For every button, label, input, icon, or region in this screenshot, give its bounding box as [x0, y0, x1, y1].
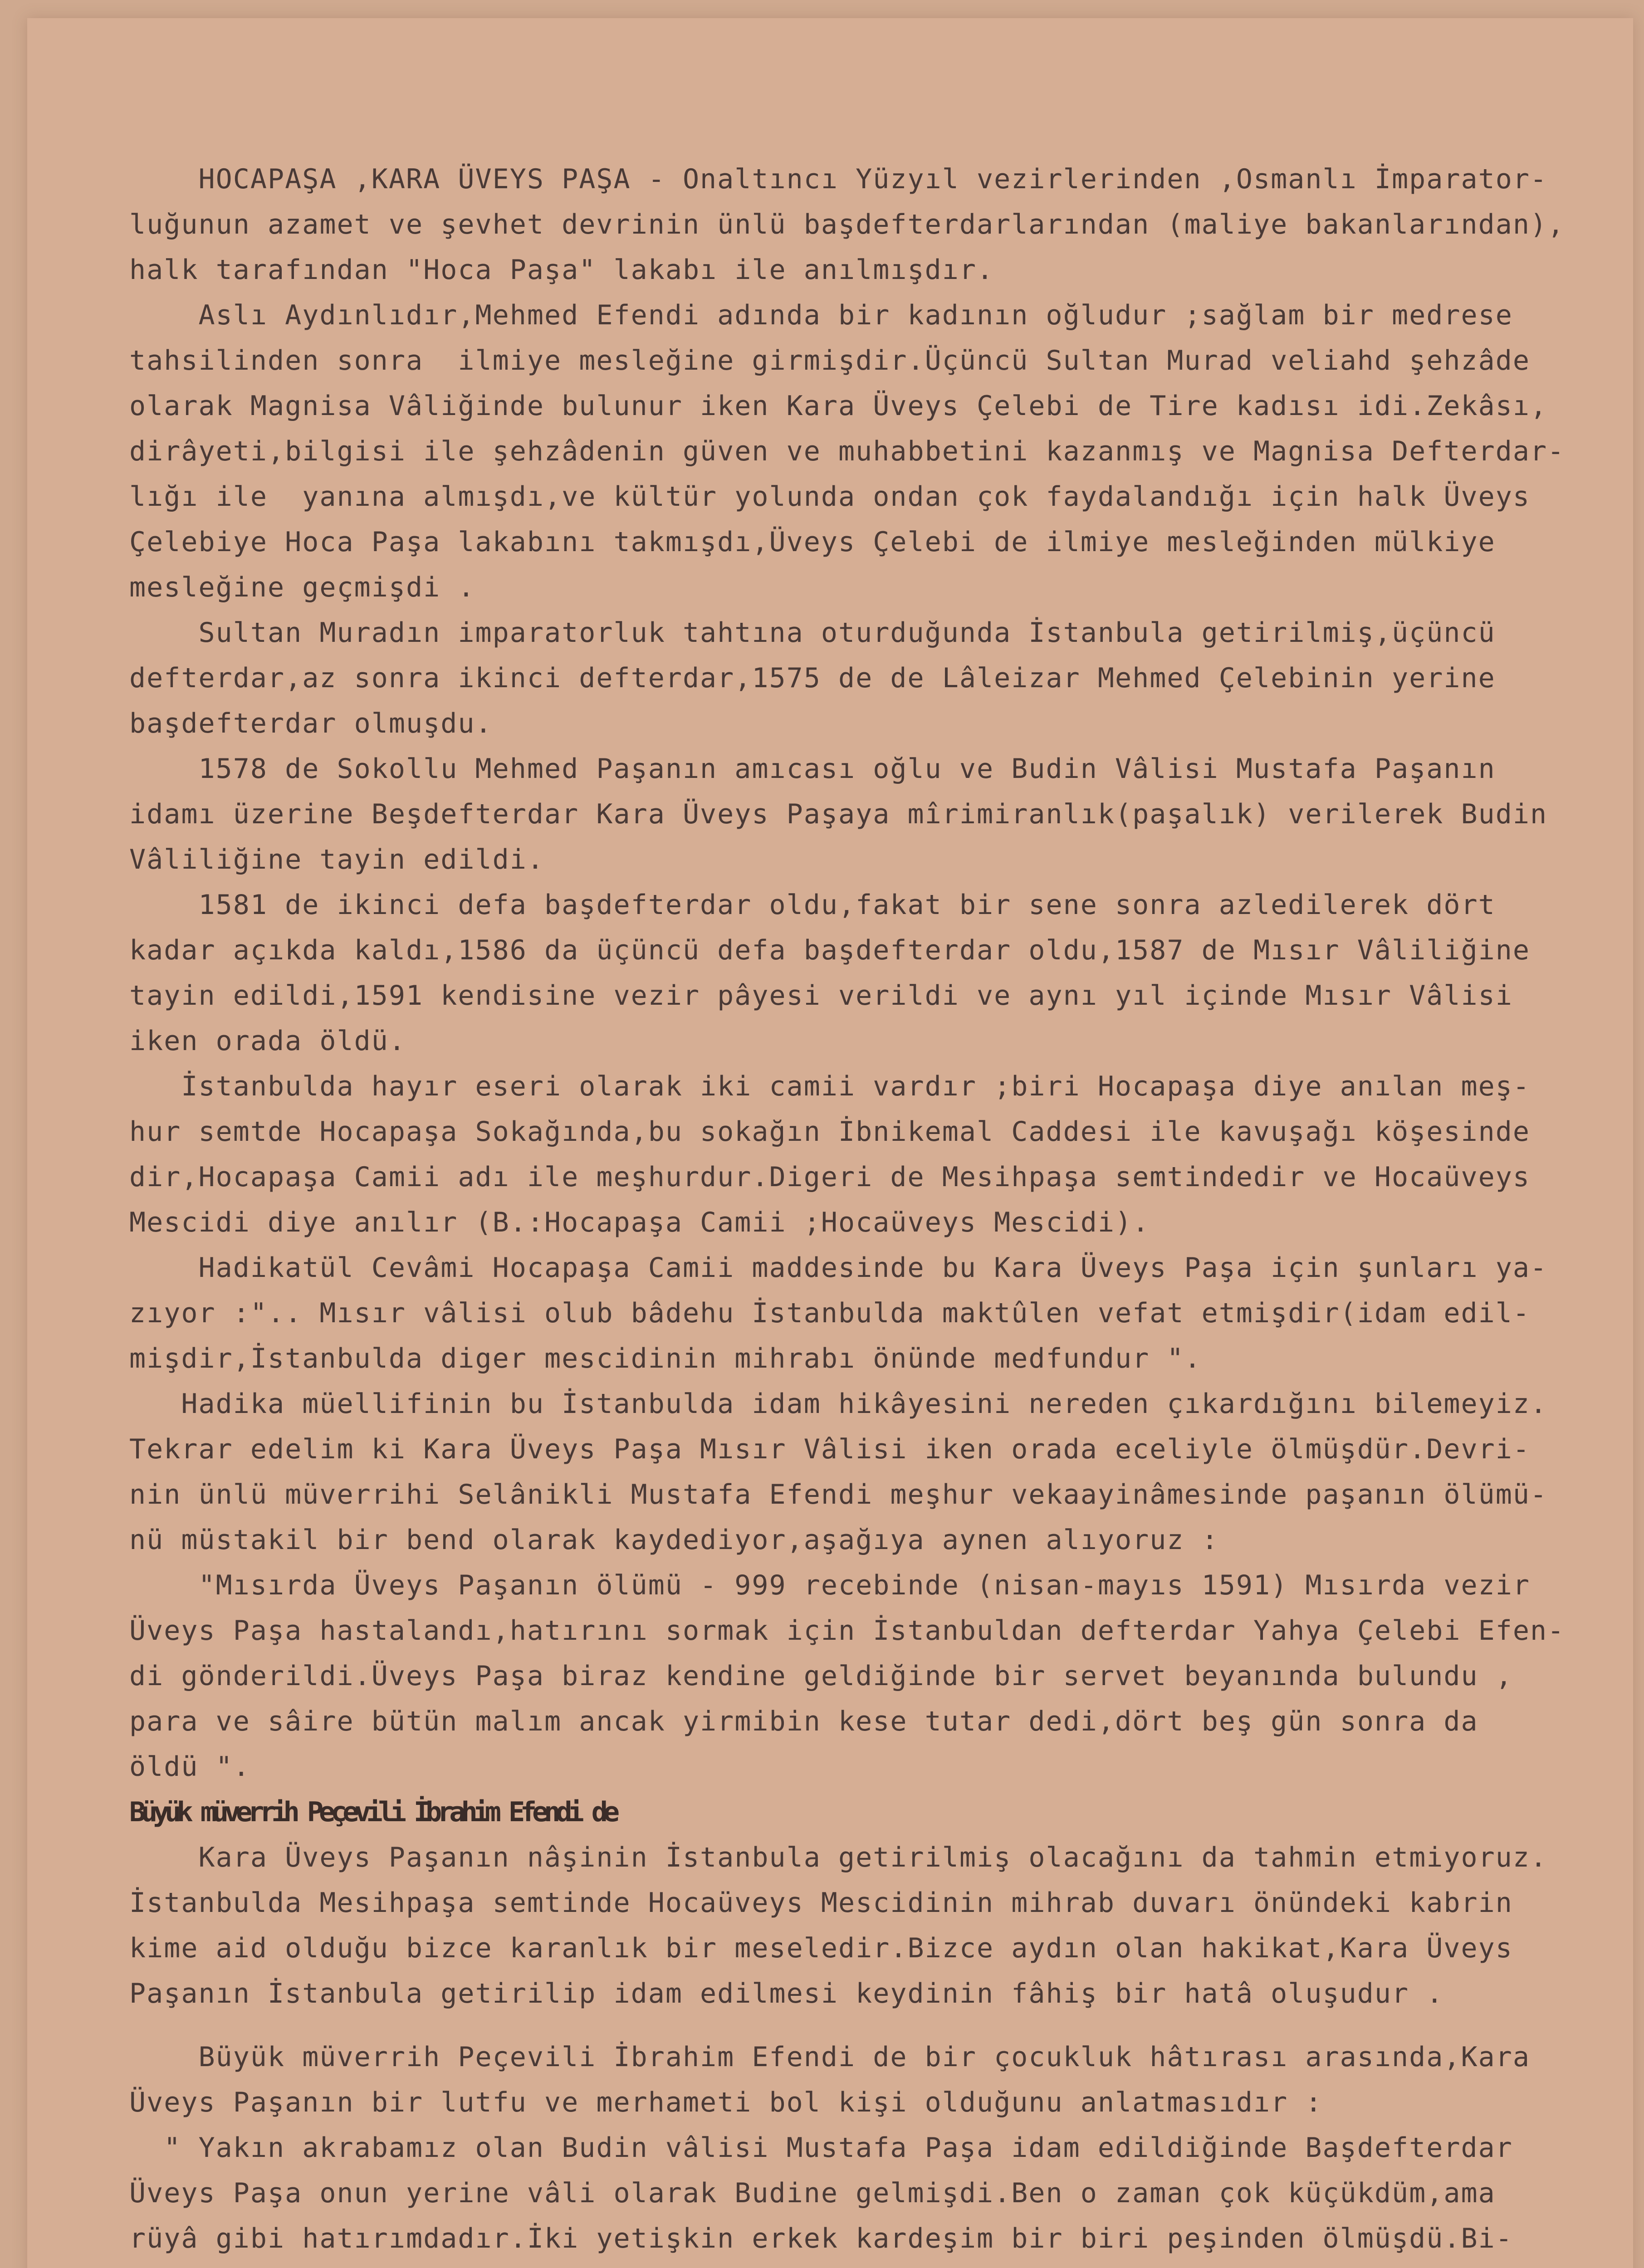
text-line: mişdir,İstanbulda diger mescidinin mihrabı önünde medfundur ".	[129, 1343, 1202, 1374]
text-line: dir,Hocapaşa Camii adı ile meşhurdur.Digeri de Mesihpaşa semtindedir ve Hocaüveys	[129, 1161, 1530, 1193]
text-line: 1578 de Sokollu Mehmed Paşanın amıcası oğlu ve Budin Vâlisi Mustafa Paşanın	[129, 753, 1496, 785]
text-line: Üveys Paşa hastalandı,hatırını sormak için İstanbuldan defterdar Yahya Çelebi Efen-	[129, 1615, 1565, 1647]
text-line	[129, 2261, 1644, 2268]
text-line: olarak Magnisa Vâliğinde bulunur iken Kara Üveys Çelebi de Tire kadısı idi.Zekâsı,	[129, 390, 1548, 422]
text-line: 1581 de ikinci defa başdefterdar oldu,fakat bir sene sonra azledilerek dört	[129, 889, 1496, 921]
text-line: iken orada öldü.	[129, 1025, 406, 1057]
text-line: kadar açıkda kaldı,1586 da üçüncü defa başdefterdar oldu,1587 de Mısır Vâliliğine	[129, 934, 1530, 966]
text-line: dirâyeti,bilgisi ile şehzâdenin güven ve muhabbetini kazanmış ve Magnisa Defterdar-	[129, 435, 1565, 467]
text-line: başdefterdar olmuşdu.	[129, 708, 493, 739]
typed-page	[129, 156, 1644, 2268]
text-line: tayin edildi,1591 kendisine vezir pâyesi verildi ve aynı yıl içinde Mısır Vâlisi	[129, 980, 1513, 1012]
text-line: İstanbulda Mesihpaşa semtinde Hocaüveys Mescidinin mihrab duvarı önündeki kabrin	[129, 1887, 1513, 1919]
text-line: lığı ile yanına almışdı,ve kültür yolunda ondan çok faydalandığı için halk Üveys	[129, 481, 1530, 513]
text-line: luğunun azamet ve şevhet devrinin ünlü başdefterdarlarından (maliye bakanlarından),	[129, 209, 1565, 240]
text-line: Kara Üveys Paşanın nâşinin İstanbula getirilmiş olacağını da tahmin etmiyoruz.	[129, 1842, 1548, 1873]
text-line: zıyor :".. Mısır vâlisi olub bâdehu İstanbulda maktûlen vefat etmişdir(idam edil-	[129, 1297, 1530, 1329]
text-line: Mescidi diye anılır (B.:Hocapaşa Camii ;Hocaüveys Mescidi).	[129, 1207, 1150, 1238]
text-line: Üveys Paşa onun yerine vâli olarak Budine gelmişdi.Ben o zaman çok küçükdüm,ama	[129, 2177, 1496, 2209]
text-line: hur semtde Hocapaşa Sokağında,bu sokağın İbnikemal Caddesi ile kavuşağı köşesinde	[129, 1116, 1530, 1148]
text-line: Aslı Aydınlıdır,Mehmed Efendi adında bir kadının oğludur ;sağlam bir medrese	[129, 299, 1513, 331]
text-line: Tekrar edelim ki Kara Üveys Paşa Mısır Vâlisi iken orada eceliyle ölmüşdür.Devri-	[129, 1433, 1530, 1465]
text-line: Vâliliğine tayin edildi.	[129, 844, 544, 875]
text-line: Üveys Paşanın bir lutfu ve merhameti bol kişi olduğunu anlatmasıdır :	[129, 2087, 1323, 2118]
text-line: Çelebiye Hoca Paşa lakabını takmışdı,Üveys Çelebi de ilmiye mesleğinden mülkiye	[129, 526, 1496, 558]
text-block-main	[129, 156, 1644, 1789]
text-block-conclusion	[129, 1835, 1644, 2016]
text-line: para ve sâire bütün malım ancak yirmibin kese tutar dedi,dört beş gün sonra da	[129, 1706, 1478, 1737]
text-line: Büyük müverrih Peçevili İbrahim Efendi de bir çocukluk hâtırası arasında,Kara	[129, 2041, 1530, 2073]
text-line: HOCAPAŞA ,KARA ÜVEYS PAŞA - Onaltıncı Yüzyıl vezirlerinden ,Osmanlı İmparator-	[129, 163, 1548, 195]
text-line: öldü ".	[129, 1751, 250, 1783]
text-line: Hadikatül Cevâmi Hocapaşa Camii maddesinde bu Kara Üveys Paşa için şunları ya-	[129, 1252, 1548, 1284]
paragraph-gap	[129, 2016, 1644, 2034]
text-line: mesleğine geçmişdi .	[129, 572, 475, 603]
text-line: idamı üzerine Beşdefterdar Kara Üveys Paşaya mîrimiranlık(paşalık) verilerek Budin	[129, 798, 1548, 830]
text-line: " Yakın akrabamız olan Budin vâlisi Mustafa Paşa idam edildiğinde Başdefterdar	[129, 2132, 1513, 2164]
text-line: kime aid olduğu bizce karanlık bir meseledir.Bizce aydın olan hakikat,Kara Üveys	[129, 1932, 1513, 1964]
text-line: defterdar,az sonra ikinci defterdar,1575 de de Lâleizar Mehmed Çelebinin yerine	[129, 662, 1496, 694]
struck-line: Büyük müverrih Peçevili İbrahim Efendi de	[129, 1796, 616, 1828]
text-block-pecevi	[129, 2034, 1644, 2268]
text-line: di gönderildi.Üveys Paşa biraz kendine geldiğinde bir servet beyanında bulundu ,	[129, 1660, 1513, 1692]
text-line: İstanbulda hayır eseri olarak iki camii vardır ;biri Hocapaşa diye anılan meş-	[129, 1070, 1530, 1102]
text-line: "Mısırda Üveys Paşanın ölümü - 999 recebinde (nisan-mayıs 1591) Mısırda vezir	[129, 1569, 1530, 1601]
paper-sheet	[27, 18, 1633, 2268]
text-line: nü müstakil bir bend olarak kaydediyor,aşağıya aynen alıyoruz :	[129, 1524, 1219, 1556]
text-line: tahsilinden sonra ilmiye mesleğine girmişdir.Üçüncü Sultan Murad veliahd şehzâde	[129, 345, 1530, 376]
text-line: nin ünlü müverrihi Selânikli Mustafa Efendi meşhur vekaayinâmesinde paşanın ölümü-	[129, 1479, 1548, 1510]
text-line: Sultan Muradın imparatorluk tahtına oturduğunda İstanbula getirilmiş,üçüncü	[129, 617, 1496, 649]
text-line: rüyâ gibi hatırımdadır.İki yetişkin erkek kardeşim bir biri peşinden ölmüşdü.Bi-	[129, 2223, 1513, 2254]
text-line: Hadika müellifinin bu İstanbulda idam hikâyesini nereden çıkardığını bilemeyiz.	[129, 1388, 1548, 1420]
text-line: halk tarafından "Hoca Paşa" lakabı ile anılmışdır.	[129, 254, 994, 286]
text-line: Paşanın İstanbula getirilip idam edilmesi keydinin fâhiş bir hatâ oluşudur .	[129, 1978, 1444, 2009]
